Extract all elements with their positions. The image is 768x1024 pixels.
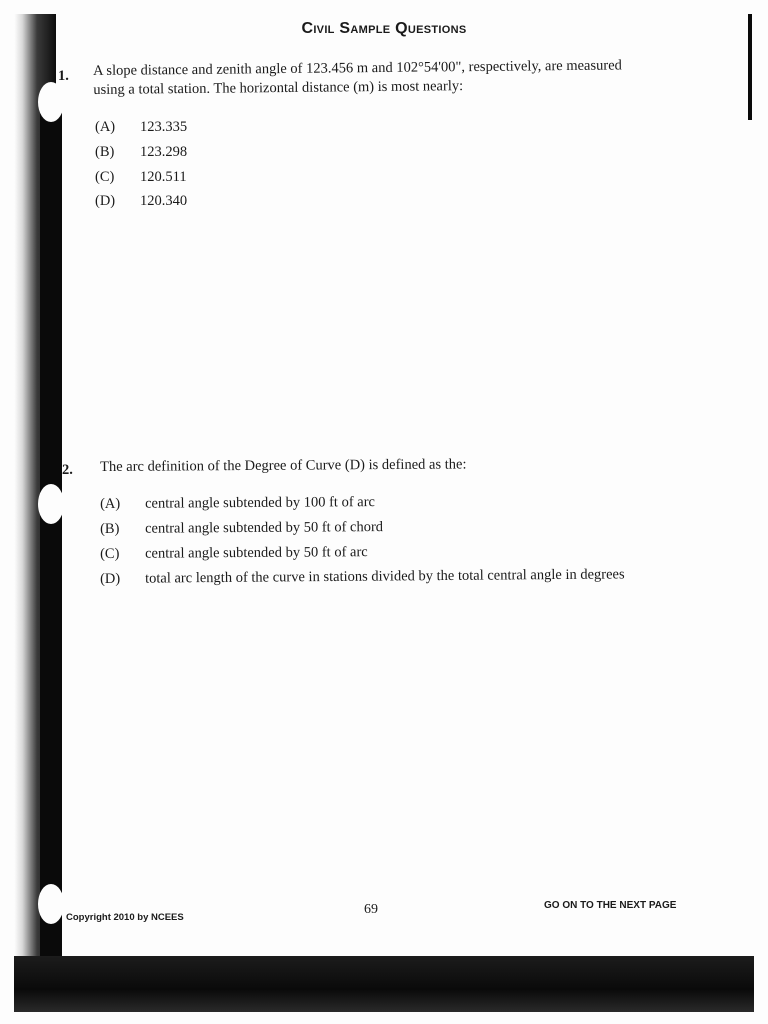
question-stem: A slope distance and zenith angle of 123.456 m and 102°54'00", respectively, are measured using a total station. The horizontal distance (m) is most nearly: [93, 57, 622, 98]
punch-hole [38, 484, 64, 524]
question-number: 2. [62, 462, 73, 478]
question-number: 1. [58, 68, 69, 84]
copyright-notice: Copyright 2010 by NCEES [66, 912, 184, 923]
punch-hole [38, 884, 64, 924]
answer-option: (D) 120.340 [95, 193, 188, 209]
page-title: Civil Sample Questions [301, 20, 467, 37]
question-stem: The arc definition of the Degree of Curve (D) is defined as the: [100, 456, 467, 475]
page-number: 69 [364, 902, 378, 917]
answer-option: (B) central angle subtended by 50 ft of chord [100, 519, 384, 537]
answer-option: (C) 120.511 [95, 169, 187, 185]
answer-option: (A) central angle subtended by 100 ft of arc [100, 494, 376, 512]
next-page-notice: GO ON TO THE NEXT PAGE [544, 900, 677, 911]
answer-option: (B) 123.298 [95, 144, 188, 160]
punch-hole [38, 82, 64, 122]
answer-option: (D) total arc length of the curve in stations divided by the total central angle in degrees [100, 566, 625, 587]
binding-edge [40, 100, 62, 960]
answer-option: (A) 123.335 [95, 119, 188, 135]
answer-option: (C) central angle subtended by 50 ft of arc [100, 544, 368, 562]
scan-shadow-bottom [14, 956, 754, 1012]
